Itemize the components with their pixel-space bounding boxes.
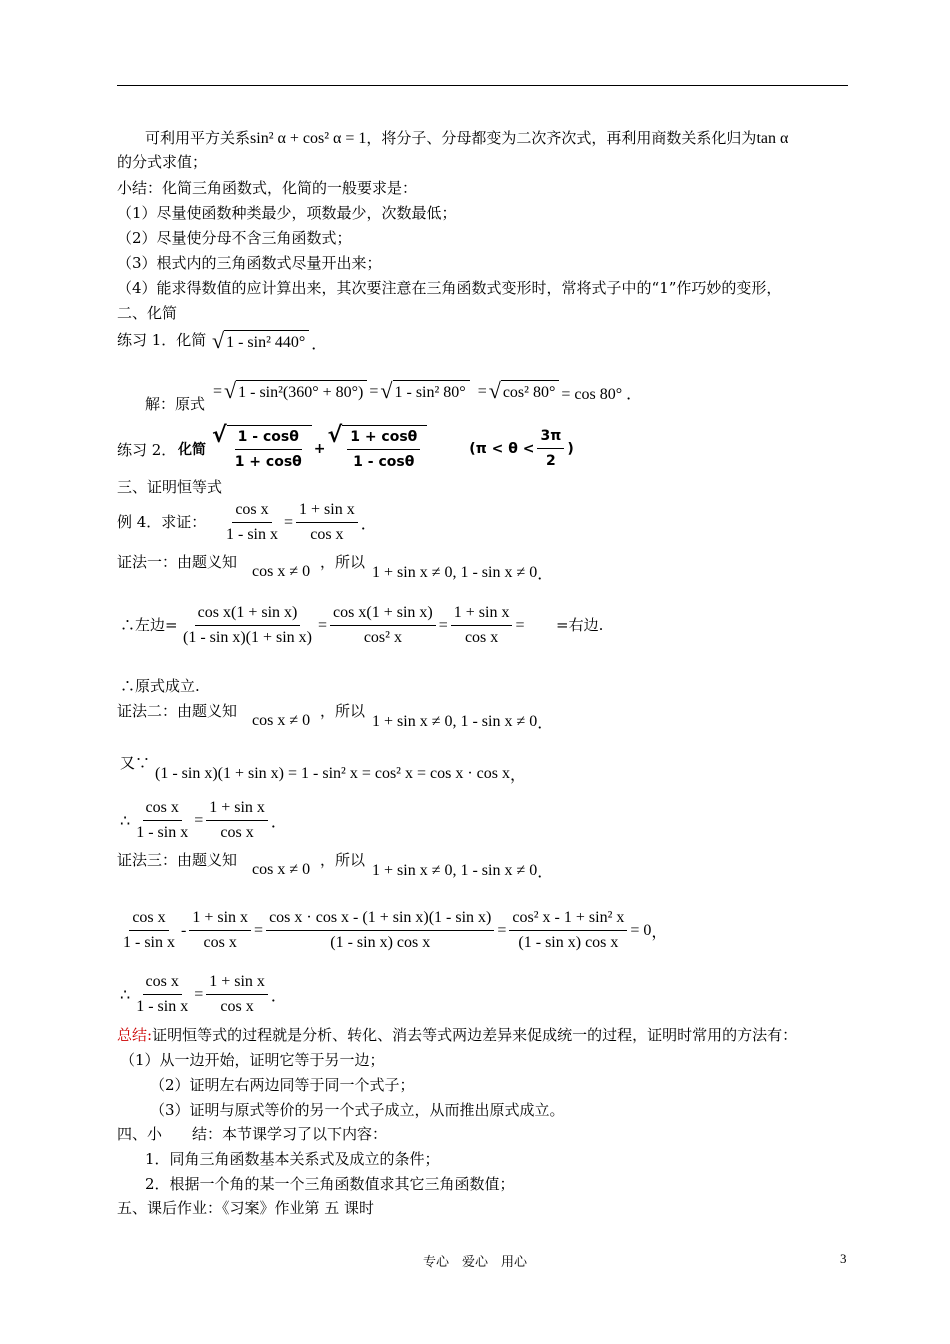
therefore-symbol: ∴ (120, 986, 131, 1004)
numerator: 1 + sin x (206, 972, 268, 995)
proof-3-intro: 证法三：由题义知 (117, 851, 238, 869)
text: 1 + sin x ≠ 0, 1 - sin x ≠ 0 (372, 861, 538, 879)
simplify-word: 化简 (178, 441, 206, 458)
proof-2-result: ∴ $\frac{\text{cos x}}{\text{1 - sin x}}$ = $\frac{\text{1 + sin x}}{\text{cos x}}$ ． (120, 799, 287, 841)
numerator: 1 + cosθ (347, 427, 420, 450)
solution-label: 解：原式 (145, 395, 206, 413)
summary-title: 小结：化简三角函数式，化简的一般要求是： (117, 179, 418, 197)
radical: √ 1 - sin² 440° (212, 330, 309, 354)
condition-2 (372, 859, 553, 882)
numerator: cos x(1 + sin x) (330, 603, 436, 626)
radical: √ 1 - sin²(360° + 80°) (224, 380, 367, 404)
condition-2 (372, 710, 553, 733)
text: 证明恒等式的过程就是分析、转化、消去等式两边差异来促成统一的过程，证明时常用的方法有： (152, 1026, 798, 1044)
condition: cos x ≠ 0 (252, 712, 311, 729)
paren: ) (567, 440, 574, 457)
right-side-label: =右边. (556, 616, 604, 634)
method-item: （3）证明与原式等价的另一个式子成立，从而推出原式成立。 (150, 1101, 565, 1119)
denominator: cos x (464, 629, 499, 646)
proof-2-intro: 证法二：由题义知 (117, 702, 238, 720)
therefore-symbol: ∴ (120, 812, 131, 830)
denominator: 1 - sin x (226, 526, 278, 543)
paragraph-continued: 的分式求值； (117, 153, 208, 171)
section-heading: 二、化简 (117, 304, 178, 322)
denominator: cos x (310, 526, 344, 543)
comma: ， (509, 767, 526, 784)
numerator: 1 + sin x (451, 603, 513, 626)
section-heading: 三、证明恒等式 (117, 478, 223, 496)
summary-item: （3）根式内的三角函数式尽量开出来； (117, 254, 382, 272)
summary-item: （1）尽量使函数种类最少，项数最少，次数最低； (117, 204, 457, 222)
numerator: 1 + sin x (206, 798, 268, 821)
period: ． (311, 335, 328, 353)
condition: (π < θ < (469, 440, 535, 457)
comma: ， (651, 924, 668, 941)
radical: √ $\frac{1 + \cos\theta}{1 - \cos\theta}$ (328, 425, 428, 472)
text: ，所以 (320, 702, 366, 720)
solution-formula: = √ 1 - sin²(360° + 80°) = √ 1 - sin² 80° = √ cos² 80° = cos 80° ． (213, 378, 643, 403)
period: ． (360, 516, 377, 533)
result: = cos 80° ． (561, 385, 643, 403)
radicand: 1 - sin² 80° (393, 380, 470, 404)
radicand: cos² 80° (501, 380, 560, 404)
method-item: （2）证明左右两边同等于同一个式子； (150, 1076, 415, 1094)
condition: cos x ≠ 0 (252, 861, 311, 878)
text: 可利用平方关系 (145, 129, 251, 147)
condition-2 (372, 561, 553, 584)
proof-2-identity (155, 762, 526, 785)
section-heading: 四、小 结：本节课学习了以下内容： (117, 1125, 388, 1143)
header-rule (117, 85, 848, 86)
proof-3-result: ∴ $\frac{\text{cos x}}{\text{1 - sin x}}$ = $\frac{\text{1 + sin x}}{\text{cos x}}$ ． (120, 973, 287, 1015)
text: (1 - sin x)(1 + sin x) = 1 - sin² x = cos² x = cos x · cos x (155, 764, 510, 782)
period: ． (537, 864, 554, 881)
left-side-label: ∴左边= (120, 616, 178, 634)
text: ，将分子、分母都变为二次齐次式，再利用商数关系化归为 (366, 129, 757, 147)
summary-item: （2）尽量使分母不含三角函数式； (117, 229, 352, 247)
page-number: 3 (840, 1251, 847, 1266)
exercise-1-formula (210, 330, 327, 354)
period: ． (270, 814, 287, 831)
period: ． (270, 988, 287, 1005)
example-4-label: 例 4．求证： (117, 513, 207, 531)
denominator: 1 + cosθ (234, 454, 302, 470)
homework-line: 五、课后作业：《习案》作业第 五 课时 (117, 1199, 375, 1217)
radical: √ 1 - sin² 80° (380, 380, 469, 404)
proof-3-formula: $\frac{\text{cos x}}{\text{1 - sin x}}$ - $\frac{\text{1 + sin x}}{\text{cos x}}$ = $\frac{\text{cos x · cos x - (1 + sin x)(1 - sin x)}}{\text{(1 - sin x) cos x}}$ = $\frac{\text{cos² x - 1 + sin² x}}{\text{(1 - sin x) cos x}}$ = 0 ， (117, 908, 667, 953)
denominator: cos² x (363, 629, 402, 646)
exercise-2-label: 练习 2． (117, 441, 177, 459)
denominator: (1 - sin x)(1 + sin x) (183, 629, 313, 646)
also-label: 又∵ (120, 754, 151, 772)
formula-pythagorean: sin² α + cos² α = 1 (250, 130, 367, 147)
denominator: 2 (546, 453, 556, 469)
denominator: cos x (220, 998, 254, 1015)
conclusion-text: ∴原式成立. (120, 677, 200, 695)
text: 1 + sin x ≠ 0, 1 - sin x ≠ 0 (372, 712, 538, 730)
exercise-2-formula: 化简 √ $\frac{1 - \cos\theta}{1 + \cos\theta}$ + √ $\frac{1 + \cos\theta}{1 - \cos\theta}$ (π < θ < $\frac{3\pi}{2}$ ) (178, 423, 574, 470)
numerator: cos x (232, 500, 271, 523)
period: ． (537, 715, 554, 732)
page-footer: 专心 爱心 用心 (422, 1255, 527, 1270)
numerator: cos x (143, 798, 182, 821)
radicand: 1 - sin²(360° + 80°) (236, 380, 367, 404)
radicand: 1 - sin² 440° (224, 330, 309, 354)
numerator: cos x · cos x - (1 + sin x)(1 - sin x) (266, 908, 494, 931)
denominator: 1 - sin x (123, 934, 175, 951)
text: ，所以 (320, 553, 366, 571)
text: ，所以 (320, 851, 366, 869)
summary-item: （4）能求得数值的应计算出来，其次要注意在三角函数式变形时，常将式子中的“1”作巧妙的变形， (117, 279, 782, 297)
example-4-formula: $\frac{\text{cos x}}{\text{1 - sin x}}$ = $\frac{\text{1 + sin x}}{\text{cos x}}$ ． (220, 500, 377, 545)
numerator: 1 + sin x (189, 908, 251, 931)
denominator: (1 - sin x) cos x (518, 934, 619, 951)
proof-1-formula: $\frac{\text{cos x(1 + sin x)}}{\text{(1 - sin x)(1 + sin x)}}$ = $\frac{\text{cos x(1 + sin x)}}{\text{cos² x}}$ = $\frac{\text{1 + sin x}}{\text{cos x}}$ = (177, 603, 525, 648)
numerator: cos² x - 1 + sin² x (509, 908, 627, 931)
denominator: 1 - sin x (136, 998, 189, 1015)
numerator: 3π (537, 426, 564, 449)
summary-point: 1．同角三角函数基本关系式及成立的条件； (145, 1150, 440, 1168)
paragraph-square-relation (145, 128, 788, 149)
radical: √ $\frac{1 - \cos\theta}{1 + \cos\theta}$ (212, 425, 312, 472)
denominator: 1 - cosθ (353, 454, 415, 470)
numerator: cos x(1 + sin x) (195, 603, 301, 626)
exercise-1-label: 练习 1．化简 (117, 331, 207, 349)
radical: √ cos² 80° (489, 380, 560, 404)
proof-1-intro: 证法一：由题义知 (117, 553, 238, 571)
denominator: cos x (220, 824, 254, 841)
condition: cos x ≠ 0 (252, 563, 311, 580)
period: ． (537, 566, 554, 583)
numerator: 1 - cosθ (235, 427, 302, 450)
text: 1 + sin x ≠ 0, 1 - sin x ≠ 0 (372, 563, 538, 581)
conclusion-paragraph (117, 1025, 797, 1045)
numerator: cos x (129, 908, 168, 931)
numerator: 1 + sin x (296, 500, 358, 523)
formula-tan: tan α (756, 130, 789, 147)
conclusion-label: 总结: (117, 1026, 153, 1044)
summary-point: 2．根据一个角的某一个三角函数值求其它三角函数值； (145, 1175, 515, 1193)
denominator: 1 - sin x (136, 824, 189, 841)
method-item: （1）从一边开始，证明它等于另一边； (120, 1051, 385, 1069)
denominator: cos x (203, 934, 237, 951)
denominator: (1 - sin x) cos x (330, 934, 431, 951)
numerator: cos x (143, 972, 182, 995)
minus: - (181, 921, 187, 939)
zero: = 0 (630, 921, 652, 939)
